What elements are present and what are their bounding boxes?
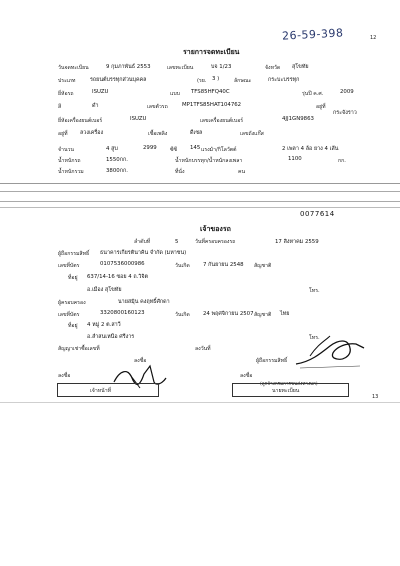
possess-date-label: วันที่ครอบครองรถ (195, 239, 236, 245)
reg-date-label: วันจดทะเบียน (58, 65, 89, 71)
chassis-label: เลขตัวรถ (147, 104, 168, 110)
chassis-value: MP1TFS85HAT104762 (182, 102, 242, 108)
location-label: อยู่ที่ (316, 104, 326, 110)
holder-address-line2: อ.ลำสนเหนือ ศรีงาร (87, 334, 135, 340)
sign-label-3: ลงชื่อ (240, 373, 253, 379)
total-value: 3800กก. (106, 168, 128, 174)
weight-value: 1550กก. (106, 157, 128, 163)
birth-value: 7 กันยายน 2548 (203, 262, 244, 268)
address-line2: อ.เมือง สุโขทัย (87, 287, 122, 293)
registrar-label: นายทะเบียน (272, 388, 300, 394)
total-label: น้ำหนักรวม (58, 169, 84, 175)
holder-value: นายสมุิน คงฤทธิ์ศักดา (118, 299, 170, 305)
id-label: เลขที่บัตร (58, 263, 80, 269)
order-value: 5 (175, 239, 179, 245)
brand-label: ยี่ห้อรถ (58, 91, 74, 97)
section-title-registration: รายการจดทะเบียน (183, 48, 240, 56)
contract-date-label: ลงวันที่ (195, 346, 211, 352)
officer-label: เจ้าหน้าที่ (90, 388, 112, 394)
load-unit: กก. (338, 158, 346, 164)
tel-label: โทร. (309, 288, 320, 294)
province-value: สุโขทัย (292, 64, 309, 70)
bottom-edge-line (0, 402, 400, 403)
serial-number: 0077614 (300, 210, 335, 218)
separator-line (0, 201, 400, 202)
model-value: TFS85HFQ40C (191, 89, 230, 95)
engine-loc-label: อยู่ที่ (58, 131, 68, 137)
reg-no-value: บจ 1/23 (211, 64, 232, 70)
weight-label: น้ำหนักรถ (58, 158, 81, 164)
load-label: น้ำหนักบรรทุก/น้ำหนักลงเพลา (175, 158, 243, 164)
stamp-caption: (ลูกจ้างกรมการขนส่งทางบก) (260, 382, 318, 387)
holder-address-value: 4 หมู่ 2 ต.สาวี (87, 322, 121, 328)
page-number-top: 12 (370, 35, 377, 41)
cyl-count-label: จำนวน (58, 147, 74, 153)
style-label: ลักษณะ (234, 78, 252, 84)
axles-value: 2 เพลา 4 ล้อ ยาง 4 เส้น (282, 146, 339, 152)
fuel-value: ดีเซล (190, 130, 203, 136)
cc-label: ซีซี (170, 147, 178, 153)
style-value: กระบะบรรทุก (268, 77, 300, 83)
birth-label: วันเกิด (175, 263, 190, 269)
sign-label-2: ลงชื่อ (58, 373, 71, 379)
reg-date-value: 9 กุมภาพันธ์ 2553 (106, 64, 151, 70)
separator-line (0, 191, 400, 192)
load-value: 1100 (288, 156, 302, 162)
hp-label: แรงม้า/กิโลวัตต์ (201, 147, 237, 153)
reg-no-label: เลขทะเบียน (167, 65, 194, 71)
separator-line (0, 183, 400, 184)
owner-label: ผู้ถือกรรมสิทธิ์ (58, 251, 90, 257)
owner-value: ธนาคารเกียรตินาคิน จำกัด (มหาชน) (100, 250, 187, 256)
holder-id-label: เลขที่บัตร (58, 312, 80, 318)
color-label: สี (58, 104, 62, 110)
contract-label: สัญญาเช่าซื้อเลขที่ (58, 346, 100, 352)
handwritten-reference-number: 26-59-398 (281, 26, 344, 43)
id-value: 0107536000986 (100, 261, 145, 267)
code-value: 3 ) (212, 76, 220, 82)
province-label: จังหวัด (265, 65, 281, 71)
cyl-count-value: 4 สูบ (106, 146, 118, 152)
location-value: กระจังราว (333, 110, 357, 116)
sign-label-1: ลงชื่อ (134, 358, 147, 364)
holder-nation-value: ไทย (280, 311, 290, 317)
holder-address-label: ที่อยู่ (68, 323, 78, 329)
separator-line (0, 207, 400, 208)
hp-value: 145 (190, 145, 201, 151)
holder-birth-value: 24 พฤศจิกายน 2507 (203, 311, 254, 317)
holder-id-value: 3320800160123 (100, 310, 145, 316)
model-label: แบบ (170, 91, 180, 97)
holder-birth-label: วันเกิด (175, 312, 190, 318)
seat-unit: คน (238, 169, 246, 175)
page-number-bottom: 13 (372, 394, 379, 400)
section-title-owner: เจ้าของรถ (200, 225, 231, 233)
engine-brand-value: ISUZU (130, 116, 147, 122)
color-value: ดำ (92, 103, 99, 109)
type-value: รถยนต์บรรทุกส่วนบุคคล (90, 77, 147, 83)
model-year-value: 2009 (340, 89, 354, 95)
code-label: (รย. (197, 78, 207, 84)
holder-label: ผู้ครอบครอง (58, 300, 86, 306)
order-label: ลำดับที่ (134, 239, 151, 245)
model-year-label: รุ่นปี ค.ศ. (302, 91, 324, 97)
fuel-label: เชื้อเพลิง (148, 131, 168, 137)
engine-no-value: 4JJ1GN9863 (282, 116, 314, 122)
engine-loc-value: ลวงเครื่อง (80, 130, 104, 136)
tank-label: เลขถังแก๊ส (240, 131, 264, 137)
type-label: ประเภท (58, 78, 76, 84)
seat-label: ที่นั่ง (175, 169, 185, 175)
nation-label: สัญชาติ (254, 263, 272, 269)
registrar-signature (290, 334, 370, 372)
engine-no-label: เลขเครื่องยนต์เบอร์ (200, 118, 244, 124)
address-value: 637/14-16 ซอย 4 ถ.วิจิต (87, 274, 149, 280)
holder-nation-label: สัญชาติ (254, 312, 272, 318)
owner-sign-label: ผู้ถือกรรมสิทธิ์ (256, 358, 288, 364)
engine-brand-label: ยี่ห้อเครื่องยนต์เบอร์ (58, 118, 103, 124)
possess-date-value: 17 สิงหาคม 2559 (275, 239, 319, 245)
address-label: ที่อยู่ (68, 275, 78, 281)
cc-value: 2999 (143, 145, 157, 151)
holder-tel-label: โทร. (309, 335, 320, 341)
brand-value: ISUZU (92, 89, 109, 95)
